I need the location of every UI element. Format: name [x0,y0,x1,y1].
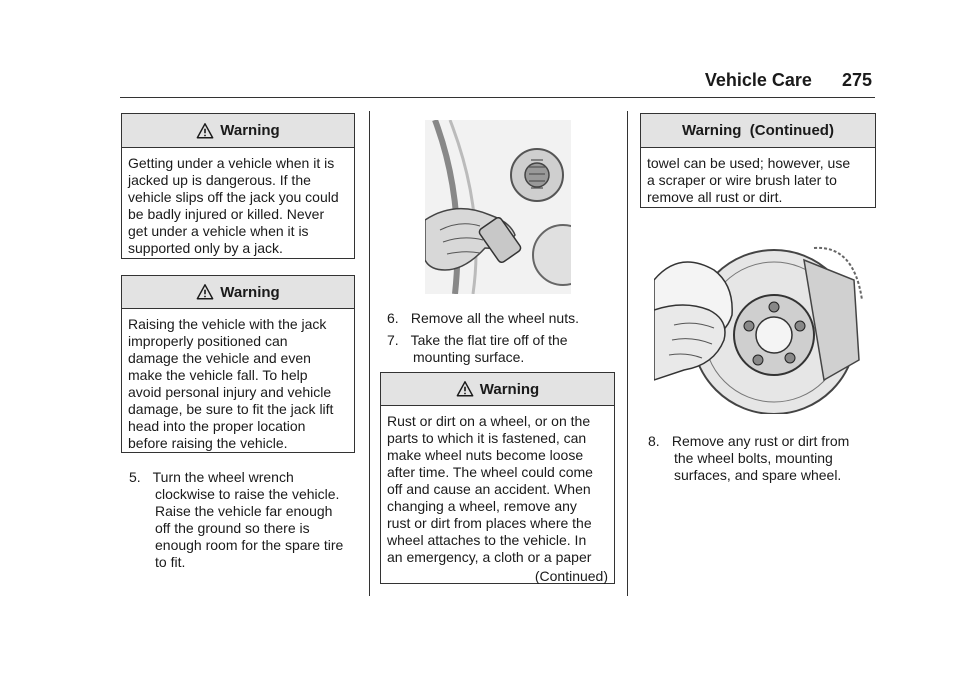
text-line: to fit. [155,554,186,570]
text-line: before raising the vehicle. [128,435,288,451]
hub-cleaning-illustration [654,240,866,414]
text-line: supported only by a jack. [128,240,283,256]
section-title: Vehicle Care [704,70,812,90]
column-divider-2 [627,111,628,596]
warning-title: Warning [220,283,280,301]
warning-body [381,406,614,591]
warning-body [122,148,354,263]
text-line: get under a vehicle when it is [128,223,309,239]
text-line: parts to which it is fastened, can [387,430,587,446]
step-number: 6. [387,310,399,326]
page-number: 275 [841,70,872,90]
text-line: a scraper or wire brush later to [647,172,837,188]
step-text: Take the flat tire off of the [410,332,568,348]
warning-triangle-icon [196,122,214,140]
warning-triangle-icon [456,380,474,398]
step-number: 5. [129,469,141,485]
header-rule [120,97,875,98]
text-line: jacked up is dangerous. If the [128,172,311,188]
text-line: rust or dirt from places where the [387,515,592,531]
warning-title: Warning [220,122,280,139]
warning-triangle-icon [196,283,214,301]
warning-header [641,114,875,148]
text-line: damage, be sure to fit the jack lift [128,401,334,417]
text-line: vehicle slips off the jack you could [128,189,339,205]
text-line: clockwise to raise the vehicle. [155,486,340,502]
warning-box-continued [640,113,876,208]
text-line: Getting under a vehicle when it is [128,155,335,171]
text-line: head into the proper location [128,418,306,434]
text-line: changing a wheel, remove any [387,498,577,514]
step-5 [129,469,364,571]
step-text: Remove any rust or dirt from [671,433,850,449]
text-line: Rust or dirt on a wheel, or on the [387,413,591,429]
warning-body [122,309,354,458]
text-line: enough room for the spare tire [155,537,344,553]
warning-body [641,148,875,212]
warning-header [122,276,354,309]
text-line: avoid personal injury and vehicle [128,384,332,400]
continued-label: (Continued) [534,568,608,584]
text-line: improperly positioned can [128,333,288,349]
warning-box-3 [380,372,615,584]
text-line: off the ground so there is [155,520,310,536]
warning-header [122,114,354,148]
warning-box-1 [121,113,355,259]
warning-header [381,373,614,406]
text-line: Raising the vehicle with the jack [128,316,327,332]
column-divider-1 [369,111,370,596]
step-text: Turn the wheel wrench [152,469,294,485]
text-line: make the vehicle fall. To help [128,367,308,383]
step-6 [387,310,617,327]
text-line: Raise the vehicle far enough [155,503,333,519]
text-line: remove all rust or dirt. [647,189,783,205]
text-line: the wheel bolts, mounting [674,450,833,466]
step-number: 7. [387,332,399,348]
text-line: damage the vehicle and even [128,350,311,366]
warning-title: Warning (Continued) [682,122,834,139]
warning-title: Warning [479,380,540,398]
warning-box-2 [121,275,355,453]
step-8 [648,433,873,484]
page-header [705,70,872,91]
step-text: Remove all the wheel nuts. [410,310,579,326]
text-line: make wheel nuts become loose [387,447,584,463]
text-line: surfaces, and spare wheel. [674,467,842,483]
text-line: an emergency, a cloth or a paper [387,549,592,565]
text-line: wheel attaches to the vehicle. In [387,532,587,548]
wheel-nut-illustration [425,120,571,294]
step-number: 8. [648,433,660,449]
step-7 [387,332,617,366]
text-line: off and cause an accident. When [387,481,591,497]
text-line: after time. The wheel could come [387,464,593,480]
text-line: be badly injured or killed. Never [128,206,325,222]
text-line: mounting surface. [413,349,525,365]
text-line: towel can be used; however, use [647,155,851,171]
